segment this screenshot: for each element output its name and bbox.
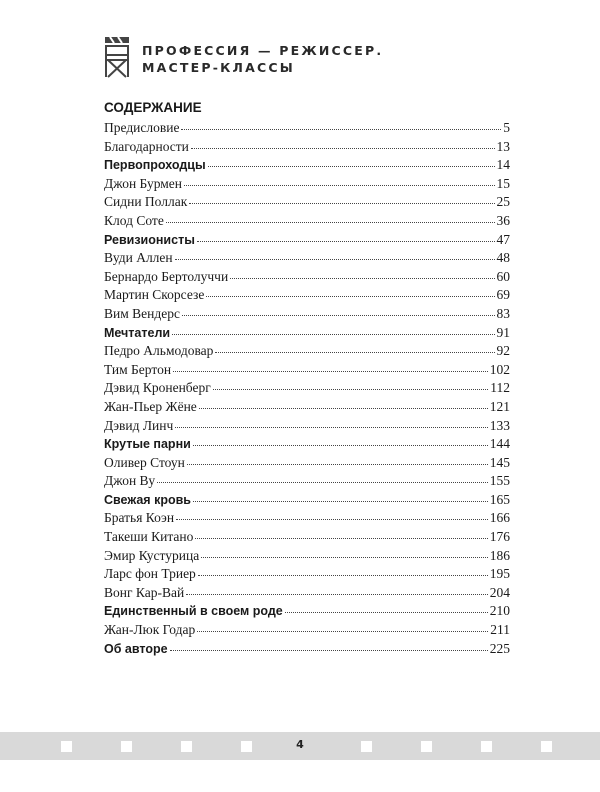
toc-entry-title: Ларс фон Триер bbox=[104, 566, 196, 582]
toc-entry-title: Вим Вендерс bbox=[104, 305, 180, 321]
toc-entry-page: 13 bbox=[496, 138, 510, 154]
toc-entry-row bbox=[104, 565, 510, 584]
toc-entry-title: Сидни Поллак bbox=[104, 194, 188, 210]
toc-entry-row bbox=[104, 398, 510, 417]
toc-entry-page: 14 bbox=[496, 157, 510, 173]
toc-entry-row bbox=[104, 379, 510, 398]
toc-entry-page: 166 bbox=[489, 510, 510, 526]
toc-entry-page: 145 bbox=[489, 454, 510, 470]
toc-entry-title: Ревизионисты bbox=[104, 232, 195, 247]
toc-entry-title: Оливер Стоун bbox=[104, 454, 185, 470]
toc-entry-page: 15 bbox=[496, 175, 510, 191]
toc-entry-row bbox=[104, 509, 510, 528]
toc-section-row bbox=[104, 324, 510, 343]
toc-entry-page: 48 bbox=[496, 250, 510, 266]
toc-dot-leader bbox=[208, 166, 495, 167]
toc-entry-title: Предисловие bbox=[104, 120, 180, 135]
toc-dot-leader bbox=[184, 185, 494, 186]
toc-entry-page: 69 bbox=[496, 287, 510, 303]
toc-entry-title: Крутые парни bbox=[104, 437, 191, 452]
toc-entry-page: 25 bbox=[496, 194, 510, 210]
toc-entry-row bbox=[104, 361, 510, 380]
toc-entry-title: Первопроходцы bbox=[104, 158, 206, 173]
toc-entry-page: 112 bbox=[490, 380, 510, 396]
toc-dot-leader bbox=[195, 538, 487, 539]
toc-entry-title: Вонг Кар-Вай bbox=[104, 584, 185, 600]
toc-dot-leader bbox=[186, 594, 488, 595]
toc-entry-page: 60 bbox=[496, 268, 510, 284]
toc-dot-leader bbox=[172, 334, 494, 335]
toc-entry-page: 155 bbox=[489, 473, 510, 489]
toc-entry-page: 91 bbox=[496, 324, 510, 340]
toc-entry-row bbox=[104, 138, 510, 157]
toc-entry-page: 195 bbox=[489, 566, 510, 582]
book-title bbox=[142, 42, 482, 76]
toc-entry-page: 144 bbox=[489, 436, 510, 452]
toc-entry-page: 133 bbox=[489, 417, 510, 433]
toc-entry-row bbox=[104, 249, 510, 268]
toc-dot-leader bbox=[166, 222, 495, 223]
toc-entry-title: Свежая кровь bbox=[104, 492, 191, 507]
toc-entry-title: Благодарности bbox=[104, 138, 189, 154]
toc-entry-row bbox=[104, 454, 510, 473]
toc-dot-leader bbox=[199, 408, 488, 409]
toc-entry-title: Вуди Аллен bbox=[104, 250, 173, 266]
toc-dot-leader bbox=[175, 427, 488, 428]
toc-entry-page: 211 bbox=[490, 622, 510, 638]
toc-section-row bbox=[104, 156, 510, 175]
toc-dot-leader bbox=[176, 519, 488, 520]
table-of-contents bbox=[104, 119, 510, 658]
toc-entry-title: Джон Бурмен bbox=[104, 175, 183, 191]
toc-dot-leader bbox=[285, 612, 488, 613]
toc-entry-title: Мартин Скорсезе bbox=[104, 287, 205, 303]
toc-dot-leader bbox=[230, 278, 494, 279]
toc-entry-title: Об авторе bbox=[104, 641, 168, 656]
toc-entry-title: Жан-Пьер Жёне bbox=[104, 398, 197, 414]
toc-dot-leader bbox=[182, 315, 495, 316]
toc-heading: СОДЕРЖАНИЕ bbox=[104, 100, 202, 115]
toc-entry-row bbox=[104, 193, 510, 212]
toc-entry-row bbox=[104, 305, 510, 324]
toc-entry-title: Жан-Люк Годар bbox=[104, 622, 196, 638]
toc-entry-title: Джон Ву bbox=[104, 473, 156, 489]
toc-entry-title: Бернардо Бертолуччи bbox=[104, 268, 229, 284]
toc-dot-leader bbox=[215, 352, 494, 353]
page-footer bbox=[0, 732, 600, 760]
toc-entry-page: 47 bbox=[496, 231, 510, 247]
toc-entry-page: 165 bbox=[489, 491, 510, 507]
toc-entry-title: Эмир Кустурица bbox=[104, 547, 200, 563]
toc-entry-page: 176 bbox=[489, 529, 510, 545]
toc-entry-title: Тим Бертон bbox=[104, 361, 172, 377]
toc-entry-row bbox=[104, 286, 510, 305]
book-title-line2: МАСТЕР-КЛАССЫ bbox=[142, 60, 295, 75]
toc-entry-page: 5 bbox=[503, 120, 510, 135]
toc-entry-title: Педро Альмодовар bbox=[104, 343, 214, 359]
toc-entry-row bbox=[104, 584, 510, 603]
toc-entry-row bbox=[104, 547, 510, 566]
toc-dot-leader bbox=[197, 631, 488, 632]
toc-entry-row bbox=[104, 621, 510, 640]
toc-section-row bbox=[104, 231, 510, 250]
toc-dot-leader bbox=[198, 575, 488, 576]
toc-entry-page: 83 bbox=[496, 305, 510, 321]
toc-dot-leader bbox=[197, 241, 495, 242]
toc-dot-leader bbox=[201, 557, 488, 558]
toc-entry-page: 36 bbox=[496, 212, 510, 228]
toc-section-row bbox=[104, 435, 510, 454]
toc-dot-leader bbox=[157, 482, 488, 483]
toc-entry-page: 102 bbox=[489, 361, 510, 377]
toc-entry-row bbox=[104, 528, 510, 547]
toc-section-row bbox=[104, 602, 510, 621]
toc-entry-page: 204 bbox=[489, 584, 510, 600]
toc-dot-leader bbox=[175, 259, 495, 260]
toc-entry-title: Клод Соте bbox=[104, 212, 164, 228]
toc-dot-leader bbox=[181, 129, 501, 130]
toc-entry-row bbox=[104, 175, 510, 194]
toc-dot-leader bbox=[189, 203, 494, 204]
director-chair-icon bbox=[104, 36, 130, 78]
toc-entry-title: Братья Коэн bbox=[104, 510, 175, 526]
toc-dot-leader bbox=[170, 650, 488, 651]
toc-entry-title: Единственный в своем роде bbox=[104, 604, 283, 619]
toc-dot-leader bbox=[187, 464, 488, 465]
toc-entry-row bbox=[104, 212, 510, 231]
toc-entry-row bbox=[104, 417, 510, 436]
toc-entry-page: 186 bbox=[489, 547, 510, 563]
page-number: 4 bbox=[296, 738, 304, 751]
toc-entry-page: 225 bbox=[489, 640, 510, 656]
book-title-line1: ПРОФЕССИЯ — РЕЖИССЕР. bbox=[142, 43, 384, 58]
toc-entry-title: Дэвид Линч bbox=[104, 417, 174, 433]
toc-dot-leader bbox=[191, 148, 495, 149]
toc-entry-row bbox=[104, 119, 510, 138]
toc-dot-leader bbox=[213, 389, 488, 390]
toc-entry-page: 121 bbox=[489, 398, 510, 414]
toc-entry-page: 92 bbox=[496, 343, 510, 359]
toc-dot-leader bbox=[193, 445, 488, 446]
toc-entry-title: Такеши Китано bbox=[104, 529, 194, 545]
toc-entry-row bbox=[104, 268, 510, 287]
toc-dot-leader bbox=[206, 296, 494, 297]
toc-entry-row bbox=[104, 472, 510, 491]
toc-entry-title: Дэвид Кроненберг bbox=[104, 380, 211, 396]
toc-dot-leader bbox=[193, 501, 488, 502]
toc-entry-title: Мечтатели bbox=[104, 325, 171, 340]
toc-section-row bbox=[104, 491, 510, 510]
toc-dot-leader bbox=[173, 371, 488, 372]
toc-entry-page: 210 bbox=[489, 603, 510, 619]
toc-entry-row bbox=[104, 342, 510, 361]
toc-section-row bbox=[104, 640, 510, 659]
